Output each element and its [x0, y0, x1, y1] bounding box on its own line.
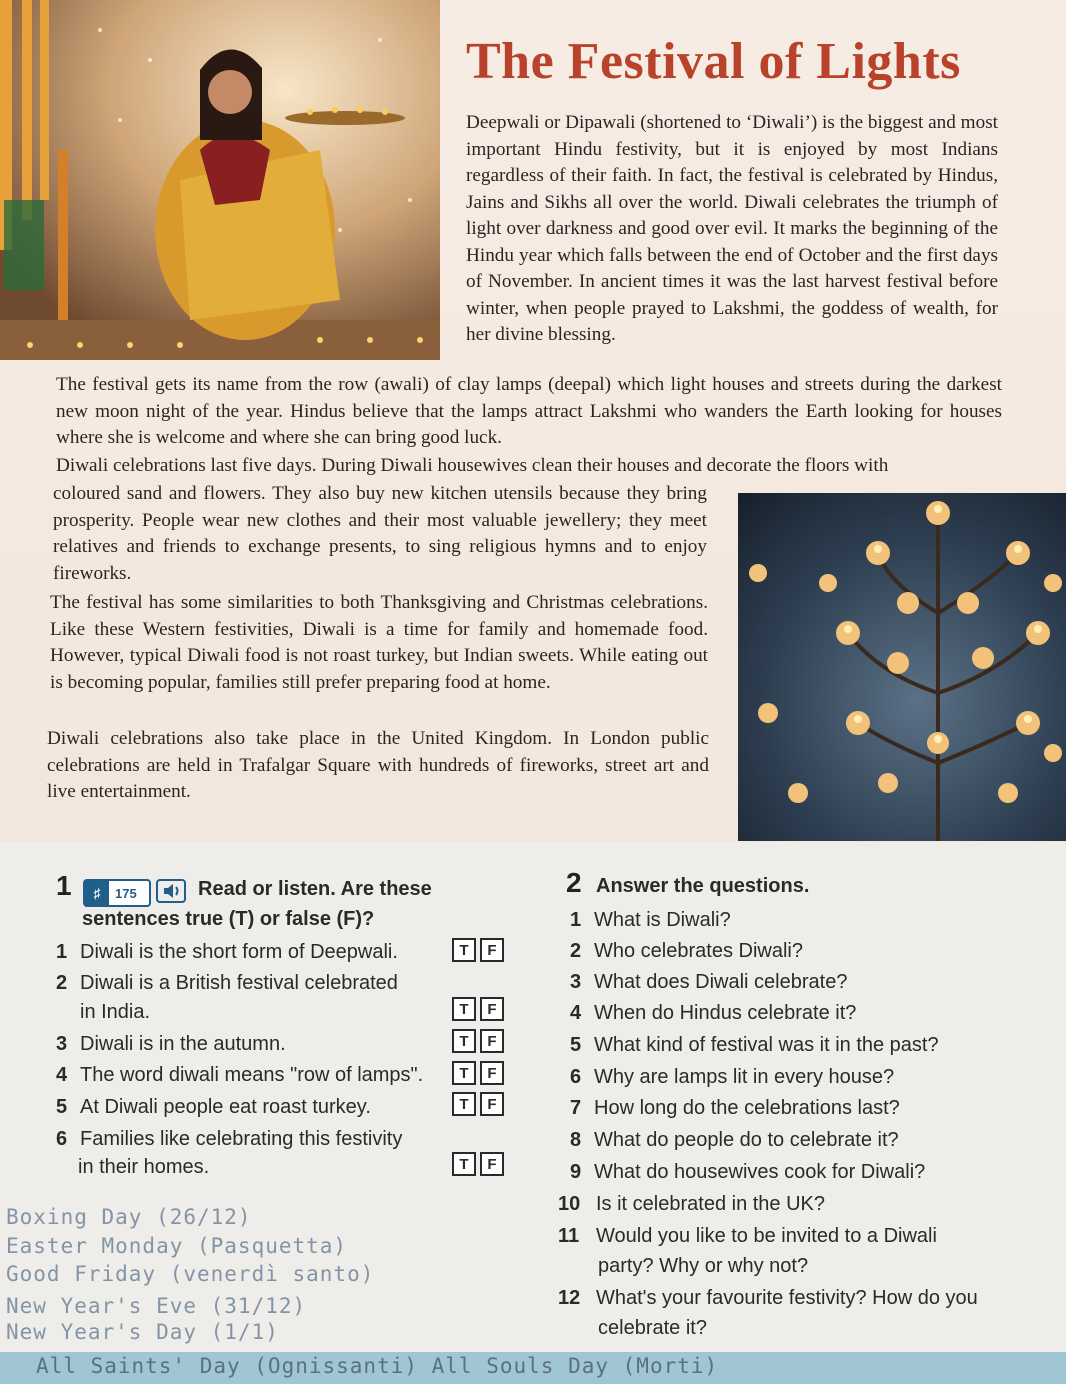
true-checkbox-6[interactable]: T [452, 1152, 476, 1176]
handwritten-note-2: Easter Monday (Pasquetta) [6, 1234, 348, 1258]
tf-item-1: 1 Diwali is the short form of Deepwali. [56, 941, 398, 963]
exercise-2-number: 2 [566, 867, 582, 898]
article-paragraph-5: Diwali celebrations also take place in the United Kingdom. In London public celebrations are held in Trafalgar Square with hundreds of fireworks, street art and live entertainment. [47, 728, 709, 802]
question-11-line2: party? Why or why not? [598, 1255, 809, 1277]
handwritten-note-1: Boxing Day (26/12) [6, 1205, 252, 1229]
question-6: 6 Why are lamps lit in every house? [570, 1066, 895, 1088]
tf-item-2-line2: in India. [80, 1001, 151, 1023]
woman-lighting-lamps-photo [0, 0, 440, 360]
false-checkbox-5[interactable]: F [480, 1092, 504, 1116]
question-12-line2: celebrate it? [598, 1317, 707, 1339]
exercise-1-instruction-line1: Read or listen. Are these [198, 878, 432, 900]
tf-item-4: 4 The word diwali means "row of lamps". [56, 1064, 424, 1086]
tf-boxes-3 [452, 1029, 504, 1053]
false-checkbox-1[interactable]: F [480, 938, 504, 962]
false-checkbox-4[interactable]: F [480, 1061, 504, 1085]
exercise-1-instruction-line2: sentences true (T) or false (F)? [82, 908, 375, 930]
false-checkbox-2[interactable]: F [480, 997, 504, 1021]
article-paragraph-1: Deepwali or Dipawali (shortened to ‘Diwali’) is the biggest and most important Hindu festivity, but it is enjoyed by most Indians regardless of their faith. In fact, the festival is celebrated by Hindus, Jains and Sikhs all over the world. Diwali celebrates the triumph of light over darkness and good over evil. It marks the beginning of the Hindu year which falls between the end of October and the first days of November. In ancient times it was the last harvest festival before winter, when people prayed to Lakshmi, the goddess of wealth, for her divine blessing. [466, 112, 998, 345]
tf-item-5: 5 At Diwali people eat roast turkey. [56, 1096, 371, 1118]
true-checkbox-5[interactable]: T [452, 1092, 476, 1116]
question-8: 8 What do people do to celebrate it? [570, 1129, 899, 1151]
false-checkbox-6[interactable]: F [480, 1152, 504, 1176]
false-checkbox-3[interactable]: F [480, 1029, 504, 1053]
question-7: 7 How long do the celebrations last? [570, 1097, 900, 1119]
question-1: 1 What is Diwali? [570, 909, 731, 931]
article-paragraph-4: The festival has some similarities to both Thanksgiving and Christmas celebrations. Like these Western festivities, Diwali is a time for family and homemade food. However, typical Diwali food is not roast turkey, but Indian sweets. While eating out is becoming popular, families still prefer preparing food at home. [50, 592, 708, 693]
tf-item-3: 3 Diwali is in the autumn. [56, 1033, 286, 1055]
exercise-2-instruction: Answer the questions. [596, 875, 810, 897]
tf-boxes-6 [452, 1152, 504, 1176]
tf-boxes-2 [452, 997, 504, 1021]
tf-boxes-5 [452, 1092, 504, 1116]
question-3: 3 What does Diwali celebrate? [570, 971, 848, 993]
question-11: 11 Would you like to be invited to a Diwali [558, 1225, 937, 1247]
handwritten-note-4: New Year's Eve (31/12) [6, 1294, 307, 1318]
article-title: The Festival of Lights [466, 33, 961, 90]
true-checkbox-2[interactable]: T [452, 997, 476, 1021]
article-paragraph-3-cont: coloured sand and flowers. They also buy new kitchen utensils because they bring prosperity. People wear new clothes and their most valuable jewellery; they meet relatives and friends to exchange presents, to sing religious hymns and to enjoy fireworks. [53, 483, 707, 584]
question-10: 10 Is it celebrated in the UK? [558, 1193, 826, 1215]
handwritten-note-3: Good Friday (venerdì santo) [6, 1262, 375, 1286]
tf-boxes-4 [452, 1061, 504, 1085]
question-4: 4 When do Hindus celebrate it? [570, 1002, 857, 1024]
question-9: 9 What do housewives cook for Diwali? [570, 1161, 926, 1183]
track-number: 175 [115, 885, 137, 901]
tf-boxes-1 [452, 938, 504, 962]
exercise-1-number: 1 [56, 870, 72, 901]
question-12: 12 What's your favourite festivity? How do you [558, 1287, 978, 1309]
article-paragraph-3-start: Diwali celebrations last five days. During Diwali housewives clean their houses and decorate the floors with [56, 455, 889, 476]
true-checkbox-4[interactable]: T [452, 1061, 476, 1085]
article-paragraph-2: The festival gets its name from the row (awali) of clay lamps (deepal) which light houses and streets during the darkest new moon night of the year. Hindus believe that the lamps attract Lakshmi who wanders the Earth looking for houses where she is welcome and where she can bring good luck. [56, 374, 1002, 448]
headphones-icon: ♯ [85, 881, 109, 905]
speaker-icon[interactable] [156, 879, 186, 903]
tf-item-6: 6 Families like celebrating this festivity [56, 1128, 403, 1150]
true-checkbox-3[interactable]: T [452, 1029, 476, 1053]
audio-track-badge[interactable] [83, 879, 151, 907]
handwritten-note-5: New Year's Day (1/1) [6, 1320, 279, 1344]
question-5: 5 What kind of festival was it in the past? [570, 1034, 939, 1056]
question-2: 2 Who celebrates Diwali? [570, 940, 803, 962]
candelabra-lamps-photo [738, 493, 1066, 841]
handwritten-footer: All Saints' Day (Ognissanti) All Souls Day (Morti) [36, 1354, 719, 1378]
tf-item-6-line2: in their homes. [78, 1156, 210, 1178]
bottom-strip [0, 1352, 1066, 1384]
tf-item-2: 2 Diwali is a British festival celebrated [56, 972, 398, 994]
true-checkbox-1[interactable]: T [452, 938, 476, 962]
